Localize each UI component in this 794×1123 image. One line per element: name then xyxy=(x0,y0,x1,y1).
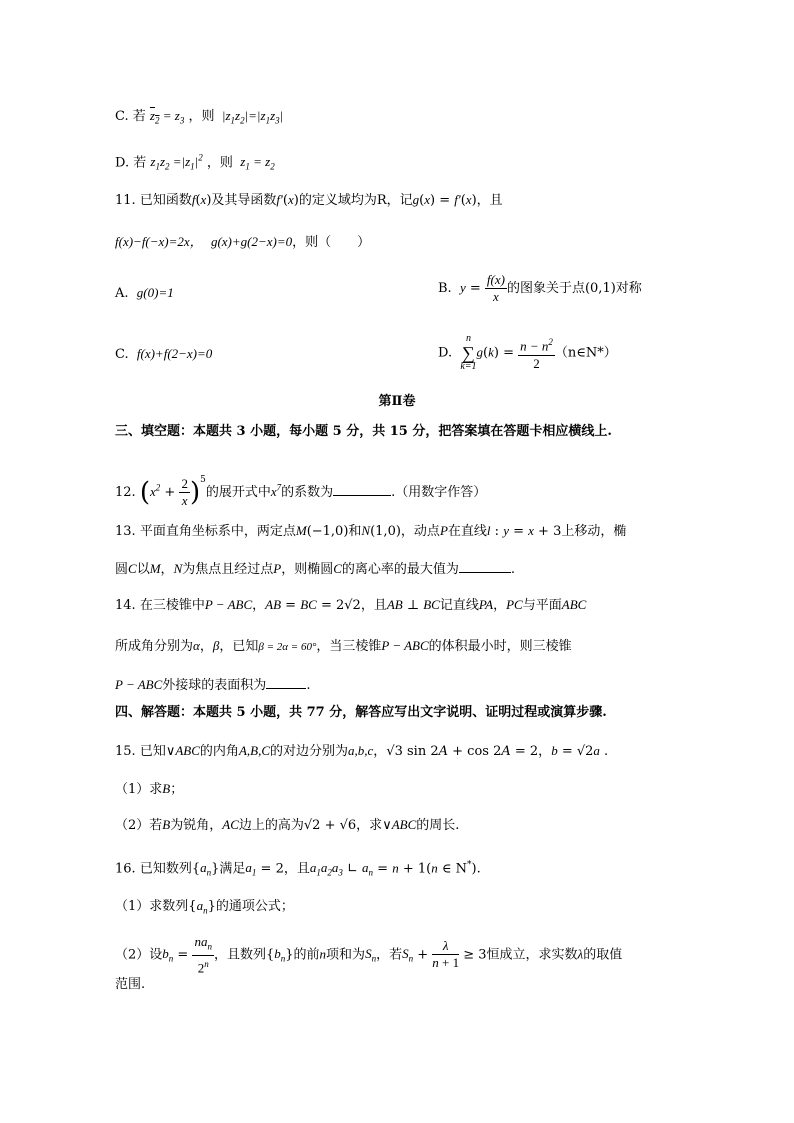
math-expr: $S_n$ xyxy=(365,946,377,965)
math-expr: y xyxy=(459,280,466,295)
math-expr: C xyxy=(128,561,137,576)
stem-text: ， xyxy=(493,598,507,613)
math-expr: $a_n$ xyxy=(200,860,212,878)
stem-text: ，且 xyxy=(283,861,310,877)
math-expr: k xyxy=(488,344,494,360)
math-expr: BC xyxy=(423,597,440,612)
math-expr: λ xyxy=(577,946,584,962)
stem-text: 范围. xyxy=(115,977,146,992)
q13-line1: 13. 平面直角坐标系中，两定点M(−1,0)和N(1,0)，动点P在直线l : y = x + 3上移动，椭 xyxy=(115,523,627,539)
stem-text: .（用数字作答） xyxy=(391,485,487,500)
q10-option-c xyxy=(115,106,283,131)
q14-line2 xyxy=(115,636,572,657)
math-expr: PA xyxy=(478,597,494,612)
fraction: $\frac{2}{x}$ xyxy=(181,476,188,508)
option-label: B. xyxy=(438,281,452,296)
stem-text: 的系数为 xyxy=(281,485,334,500)
math-expr: f xyxy=(191,192,196,207)
math-expr: M xyxy=(295,523,307,538)
stem-text: 的对边分别为 xyxy=(270,744,349,759)
stem-text: ， xyxy=(160,562,174,577)
stem-text: 及其导函数 xyxy=(211,193,277,208)
summation: n ∑ k=1 xyxy=(460,333,477,372)
q11-stem-line2 xyxy=(115,232,370,253)
stem-text: 与平面 xyxy=(522,598,562,613)
math-expr: g xyxy=(476,344,484,360)
option-text: ，则 xyxy=(188,109,215,124)
math-expr: β xyxy=(212,638,220,653)
stem-text: ，且 xyxy=(476,193,503,208)
math-expr: f(x)−f(−x)=2x， xyxy=(115,234,203,249)
math-expr: x xyxy=(287,192,294,207)
stem-text: ，若 xyxy=(376,947,403,963)
question-number: 14. xyxy=(115,598,136,613)
q16-line1: 16. 已知数列$\{a_n\}$满足$a_1 = 2$，且$a_1a_2a_3$ ∟ $a_n = n + 1(n$ ∈ N*). xyxy=(115,860,481,878)
stem-text: 和 xyxy=(348,524,362,539)
math-expr: $S_n$ xyxy=(402,946,414,965)
math-expr: x xyxy=(465,192,472,207)
option-label: C. xyxy=(115,347,129,362)
math-expr: b xyxy=(551,743,558,758)
stem-text: . xyxy=(510,562,516,577)
math-expr: $b_n$ xyxy=(162,946,174,965)
math-expr: P xyxy=(439,523,448,538)
math-expr: AB xyxy=(386,597,403,612)
stem-text: ， xyxy=(252,598,266,613)
answer-blank[interactable] xyxy=(266,674,306,689)
stem-text: ，求 xyxy=(356,818,383,833)
stem-text: （2）若 xyxy=(115,818,163,833)
math-expr: AC xyxy=(222,817,239,832)
math-expr: √3 sin 2A + cos 2A = 2 xyxy=(386,744,539,759)
stem-text: 已知 xyxy=(139,744,166,759)
math-expr: f′ xyxy=(276,192,283,207)
question-number: 15. xyxy=(115,744,136,759)
stem-text: 满足 xyxy=(219,861,246,877)
q16-part1: （1）求数列$\{a_n\}$的通项公式； xyxy=(115,898,294,916)
stem-text: . xyxy=(476,861,481,877)
stem-text: 已知数列 xyxy=(139,861,192,877)
stem-text: 项和为 xyxy=(326,947,366,963)
math-expr: C xyxy=(333,561,342,576)
stem-text: 的展开式中 xyxy=(205,485,271,500)
math-expr: A,B,C xyxy=(238,743,270,758)
section-title: 第Ⅱ卷 xyxy=(378,394,416,409)
option-text: 若 xyxy=(132,109,146,124)
stem-text: 所成角分别为 xyxy=(115,639,194,654)
math-expr: P − ABC xyxy=(381,638,429,653)
question-number: 11. xyxy=(115,193,136,208)
option-text: 对称 xyxy=(615,281,642,296)
math-expr: g(0)=1 xyxy=(136,285,174,300)
math-expr: AB xyxy=(265,597,282,612)
math-expr: g(x)+g(2−x)=0 xyxy=(210,234,293,249)
question-number: 16. xyxy=(115,861,136,877)
math-expr: $z_1z_2 =|z_1|^2$ xyxy=(150,153,203,172)
math-expr: P − ABC xyxy=(204,597,253,612)
math-expr: x xyxy=(424,192,431,207)
math-expr: f′ xyxy=(454,192,461,207)
math-expr: $a_n$ xyxy=(362,860,374,878)
stem-text: ， xyxy=(373,744,387,759)
math-expr: l xyxy=(486,523,491,538)
stem-text: ，已知 xyxy=(219,639,259,654)
q13-line2 xyxy=(115,558,515,580)
math-expr: $a_1$ xyxy=(245,860,257,878)
stem-text: ，且数列 xyxy=(213,947,266,963)
math-expr: g xyxy=(412,192,420,207)
stem-text: 在三棱锥中 xyxy=(139,598,205,613)
option-label: D. xyxy=(115,155,130,171)
stem-text: 的定义域均为 xyxy=(298,193,377,208)
q15-part1 xyxy=(115,779,183,800)
stem-text: 平面直角坐标系中，两定点 xyxy=(139,524,296,539)
stem-text: 记直线 xyxy=(439,598,479,613)
stem-text: 已知函数 xyxy=(139,193,192,208)
stem-text: ，且 xyxy=(360,598,387,613)
stem-text: 边上的高为 xyxy=(238,818,304,833)
stem-text: 在直线 xyxy=(447,524,487,539)
math-expr: PC xyxy=(506,597,523,612)
math-expr: y xyxy=(503,523,509,538)
math-expr: B xyxy=(162,817,171,832)
section-heading: 四、解答题：本题共 5 小题，共 77 分，解答应写出文字说明、证明过程或演算步骤. xyxy=(115,705,607,720)
stem-text: ， xyxy=(538,744,552,759)
math-expr: $a_n$ xyxy=(196,898,208,916)
stem-text: 为锐角， xyxy=(170,818,223,833)
math-expr: $b_n$ xyxy=(274,946,286,965)
math-expr: n xyxy=(319,946,327,962)
math-expr: B xyxy=(162,781,171,796)
fraction: $\frac{na_n}{2^n}$ xyxy=(194,934,212,975)
math-expr: N xyxy=(361,523,371,538)
math-expr: P − ABC xyxy=(115,677,163,692)
q11-option-a xyxy=(115,283,174,304)
option-label: A. xyxy=(115,286,129,301)
math-expr: β = 2α = 60° xyxy=(258,641,317,653)
stem-text: ， xyxy=(199,639,213,654)
q10-option-d xyxy=(115,148,275,177)
fraction: $\frac{\lambda}{n + 1}$ xyxy=(432,938,460,971)
option-text: ，则 xyxy=(206,155,233,171)
math-expr: x xyxy=(528,523,534,538)
stem-text: ，动点 xyxy=(400,524,440,539)
option-label: C. xyxy=(115,109,129,124)
option-label: D. xyxy=(438,345,453,361)
q14-line3 xyxy=(115,674,310,696)
math-expr: f(x)+f(2−x)=0 xyxy=(136,346,213,361)
question-number: 12. xyxy=(115,485,136,500)
option-text: （n∈N*） xyxy=(554,345,617,361)
q15-part2 xyxy=(115,815,459,836)
answer-blank[interactable] xyxy=(459,558,511,573)
math-expr: BC xyxy=(300,597,317,612)
stem-text: （1）求 xyxy=(115,782,163,797)
math-expr: $a_1a_2a_3$ xyxy=(309,860,343,878)
math-expr: $z_1 = z_2$ xyxy=(237,154,275,172)
q11-stem-line1: 11. 已知函数f(x)及其导函数f′(x)的定义域均为R，记g(x) = f′(x)，且 xyxy=(115,192,503,208)
stem-text: 的离心率的最大值为 xyxy=(341,562,459,577)
answer-blank[interactable] xyxy=(333,481,391,496)
stem-text: 的周长. xyxy=(416,818,460,833)
q15-line1: 15. 已知∨ABC的内角A,B,C的对边分别为a,b,c，√3 sin 2A + cos 2A = 2，b = √2a . xyxy=(115,743,609,759)
q14-line1: 14. 在三棱锥中P − ABC，AB = BC = 2√2，且AB ⊥ BC记直线PA，PC与平面ABC xyxy=(115,597,587,613)
q12: 12. ($x^2$ + $\frac{2}{x}$ )$^5$的展开式中$x^7$的系数为 .（用数字作答） xyxy=(115,475,487,508)
math-expr: (0,1) xyxy=(584,281,616,296)
stem-text: 以 xyxy=(136,562,150,577)
stem-text: 为焦点且经过点 xyxy=(182,562,274,577)
math-expr: a,b,c xyxy=(348,743,374,758)
fraction: $\frac{f(x)}{x}$ xyxy=(486,272,505,304)
math-expr: $x^2$ xyxy=(149,482,161,499)
option-text: 若 xyxy=(133,155,147,171)
stem-text: 的通项公式； xyxy=(215,899,294,914)
math-expr: $|z_1z_2|=|z_1z_3|$ xyxy=(218,108,284,126)
q11-option-b: B. y = $\frac{f(x)}{x}$ 的图象关于点(0,1)对称 xyxy=(438,272,642,304)
math-expr: P xyxy=(273,561,282,576)
stem-text: 外接球的表面积为 xyxy=(162,678,267,693)
q11-option-d: D. n ∑ k=1g(k) = $\frac{n - n^2}{2}$ （n∈N*） xyxy=(438,333,617,372)
math-expr: √2 + √6 xyxy=(303,818,357,833)
stem-text: ，记 xyxy=(386,193,413,208)
stem-text: . xyxy=(306,678,311,693)
stem-text: ，当三棱锥 xyxy=(316,639,382,654)
section-heading: 三、填空题：本题共 3 小题，每小题 5 分，共 15 分，把答案填在答题卡相应横线上. xyxy=(115,424,612,439)
stem-text: ，则（ ） xyxy=(292,235,371,250)
option-text: 的图象关于点 xyxy=(506,281,585,296)
stem-text: 恒成立，求实数 xyxy=(486,947,578,963)
stem-text: 圆 xyxy=(115,562,129,577)
stem-text: 的取值 xyxy=(583,947,623,963)
math-expr: ∨ABC xyxy=(165,743,200,758)
stem-text: （2）设 xyxy=(115,947,163,963)
math-expr: α xyxy=(193,638,200,653)
q16-part2: （2）设$b_n$ = $\frac{na_n}{2^n}$ ，且数列$\{b_n\}$的前n项和为$S_n$，若$S_n$ + $\frac{\lambda}{n + 1}$ ≥ 3恒成立，求实数λ的取值 xyxy=(115,934,623,975)
math-expr: N xyxy=(173,561,183,576)
stem-text: ，则椭圆 xyxy=(281,562,334,577)
stem-text: （1）求数列 xyxy=(115,899,189,914)
math-expr: ∨ABC xyxy=(382,817,417,832)
stem-text: 的前 xyxy=(293,947,320,963)
question-number: 13. xyxy=(115,524,136,539)
stem-text: 的体积最小时，则三棱锥 xyxy=(428,639,572,654)
stem-text: ； xyxy=(170,782,184,797)
stem-text: 上移动，椭 xyxy=(561,524,627,539)
math-expr: M xyxy=(149,561,161,576)
math-expr: ABC xyxy=(561,597,587,612)
stem-text: 的内角 xyxy=(199,744,239,759)
q11-option-c xyxy=(115,344,212,365)
fraction: $\frac{n - n^2}{2}$ xyxy=(518,334,555,371)
math-expr: x xyxy=(200,192,207,207)
math-expr: $z_2 = z_3$ xyxy=(149,108,185,126)
math-expr: $x^7$ xyxy=(270,482,282,499)
